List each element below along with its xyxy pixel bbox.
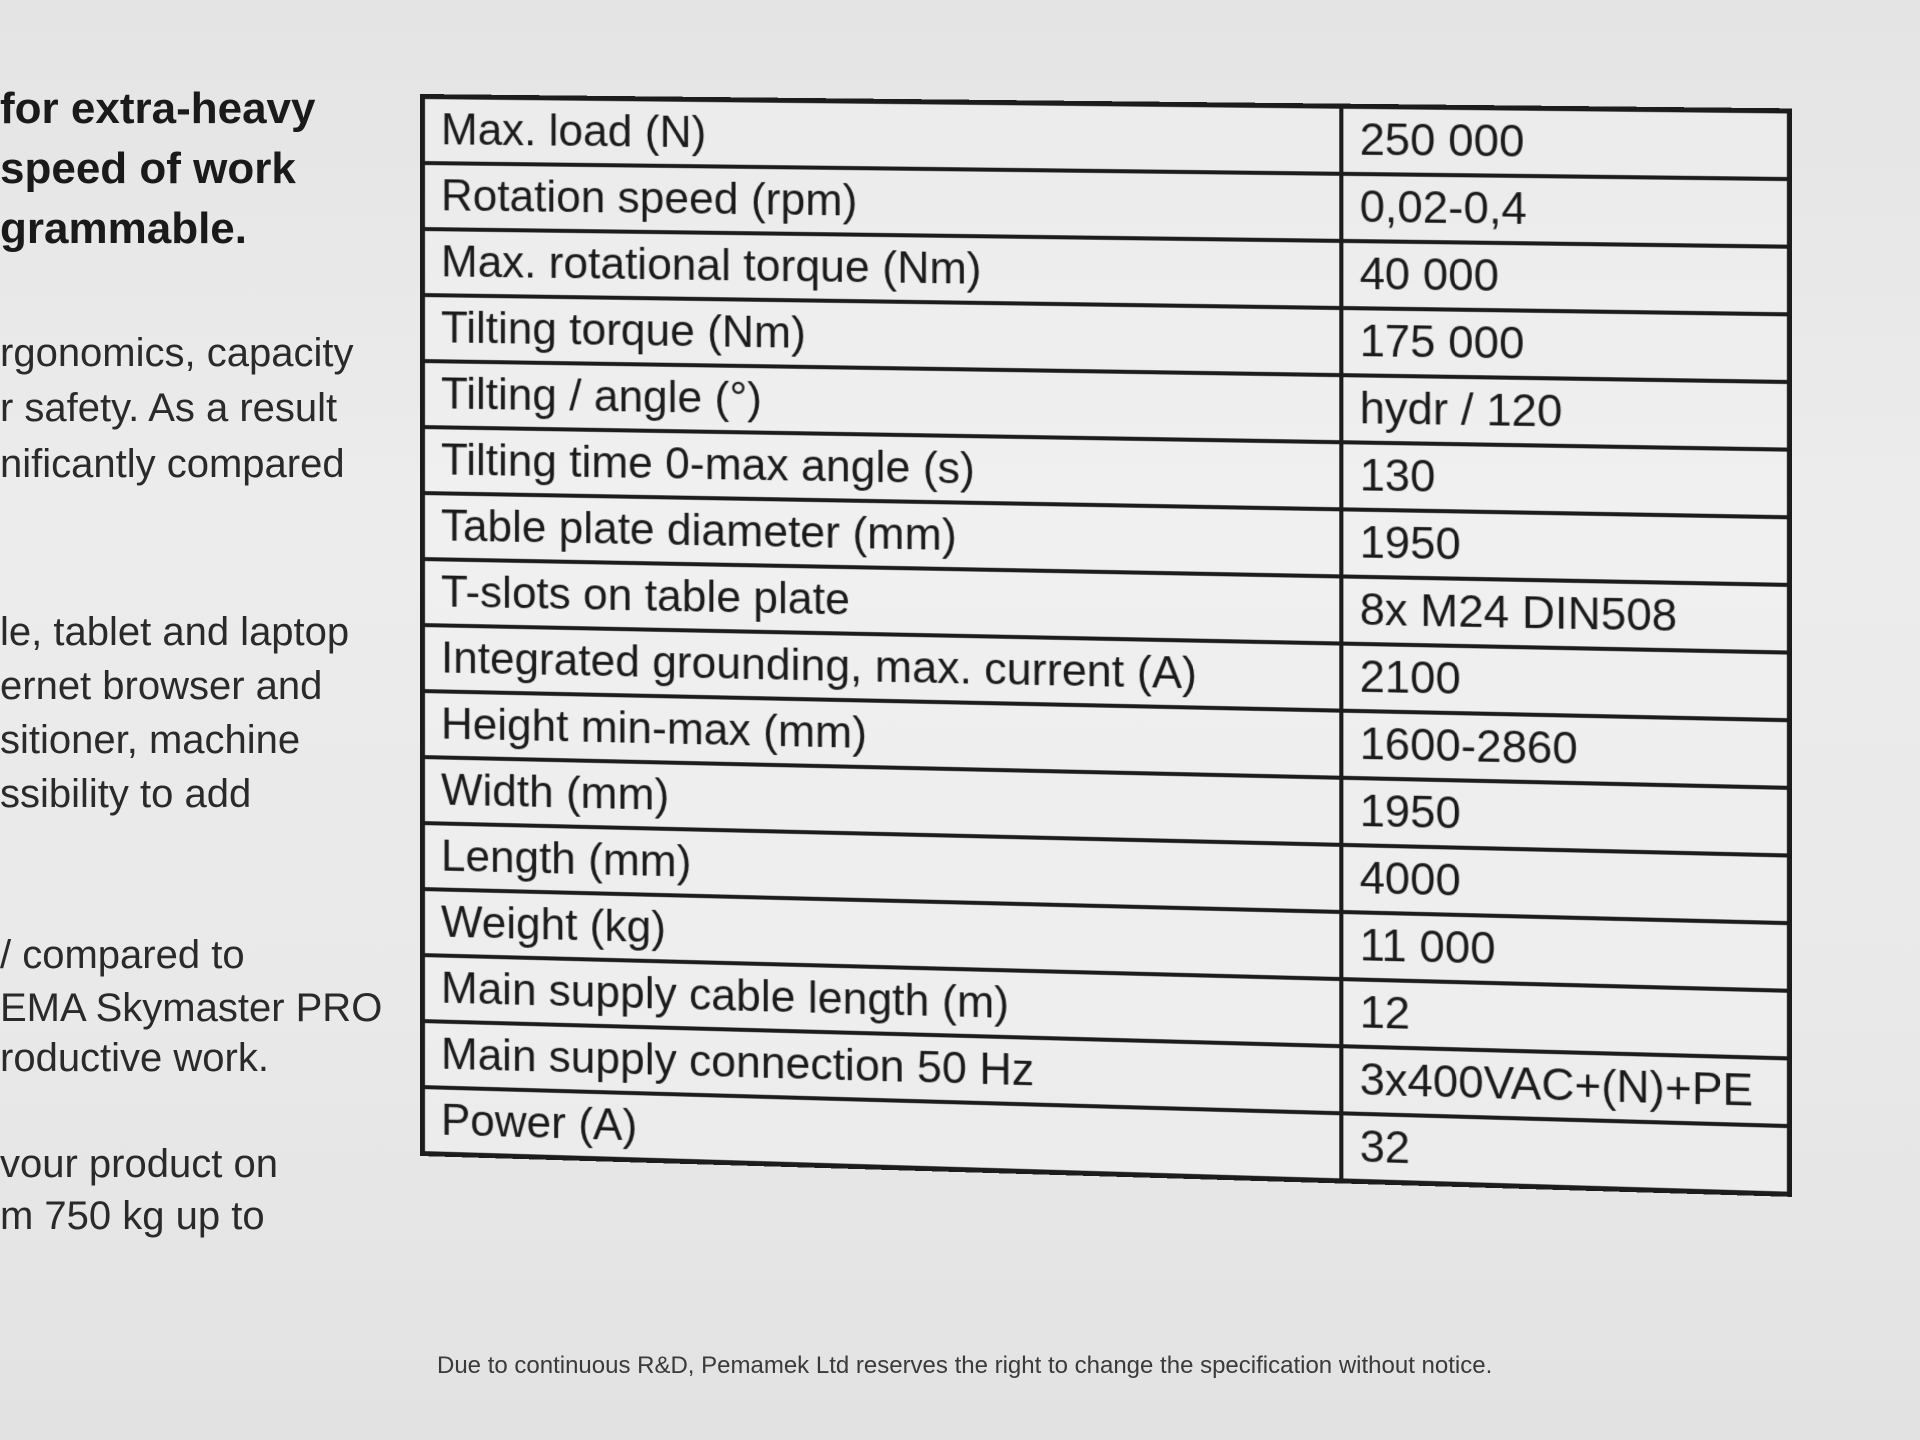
description-line: nificantly compared bbox=[0, 442, 345, 486]
description-line: sitioner, machine bbox=[0, 718, 301, 762]
spec-value: 1600-2860 bbox=[1341, 711, 1790, 788]
spec-value: 1950 bbox=[1341, 509, 1790, 585]
spec-label: Tilting / angle (°) bbox=[422, 361, 1340, 442]
spec-label: Rotation speed (rpm) bbox=[422, 163, 1340, 241]
description-line: EMA Skymaster PRO bbox=[0, 986, 383, 1030]
spec-value: 1950 bbox=[1341, 778, 1790, 856]
specification-table bbox=[420, 94, 1792, 1197]
spec-label: Table plate diameter (mm) bbox=[422, 493, 1340, 576]
spec-value: 130 bbox=[1341, 442, 1790, 517]
spec-label: Height min-max (mm) bbox=[422, 691, 1340, 778]
description-line: speed of work bbox=[0, 144, 296, 193]
spec-value: 40 000 bbox=[1341, 241, 1790, 314]
spec-value: 8x M24 DIN508 bbox=[1341, 576, 1790, 652]
spec-label: Integrated grounding, max. current (A) bbox=[422, 625, 1340, 711]
spec-label: Tilting torque (Nm) bbox=[422, 295, 1340, 375]
spec-value: hydr / 120 bbox=[1341, 375, 1790, 450]
spec-label: Main supply cable length (m) bbox=[422, 955, 1340, 1046]
spec-label: Weight (kg) bbox=[422, 889, 1340, 979]
spec-value: 32 bbox=[1341, 1113, 1790, 1194]
spec-value: 0,02-0,4 bbox=[1341, 174, 1790, 247]
spec-label: Power (A) bbox=[422, 1087, 1340, 1181]
description-line: grammable. bbox=[0, 204, 247, 253]
description-line: ernet browser and bbox=[0, 664, 323, 708]
description-line: rgonomics, capacity bbox=[0, 331, 354, 375]
spec-label: Tilting time 0-max angle (s) bbox=[422, 427, 1340, 509]
description-line: vour product on bbox=[0, 1142, 278, 1186]
description-line: r safety. As a result bbox=[0, 386, 338, 430]
spec-value: 2100 bbox=[1341, 644, 1790, 721]
spec-label: Length (mm) bbox=[422, 823, 1340, 912]
description-line: for extra-heavy bbox=[0, 84, 316, 133]
spec-label: Main supply connection 50 Hz bbox=[422, 1021, 1340, 1113]
left-description-column bbox=[0, 0, 400, 1440]
spec-label: Max. rotational torque (Nm) bbox=[422, 229, 1340, 308]
footnote-disclaimer: Due to continuous R&D, Pemamek Ltd reserves the right to change the specification without notice. bbox=[437, 1352, 1493, 1379]
spec-value: 4000 bbox=[1341, 845, 1790, 923]
spec-value: 11 000 bbox=[1341, 912, 1790, 991]
spec-label: Max. load (N) bbox=[422, 97, 1340, 174]
description-line: ssibility to add bbox=[0, 772, 252, 816]
description-line: m 750 kg up to bbox=[0, 1194, 265, 1238]
spec-value: 3x400VAC+(N)+PE bbox=[1341, 1046, 1790, 1126]
spec-value: 175 000 bbox=[1341, 308, 1790, 382]
spec-label: T-slots on table plate bbox=[422, 559, 1340, 644]
description-line: roductive work. bbox=[0, 1036, 269, 1080]
spec-label: Width (mm) bbox=[422, 757, 1340, 845]
description-line: le, tablet and laptop bbox=[0, 610, 350, 654]
description-line: / compared to bbox=[0, 933, 245, 977]
spec-value: 12 bbox=[1341, 979, 1790, 1058]
spec-value: 250 000 bbox=[1341, 106, 1790, 179]
